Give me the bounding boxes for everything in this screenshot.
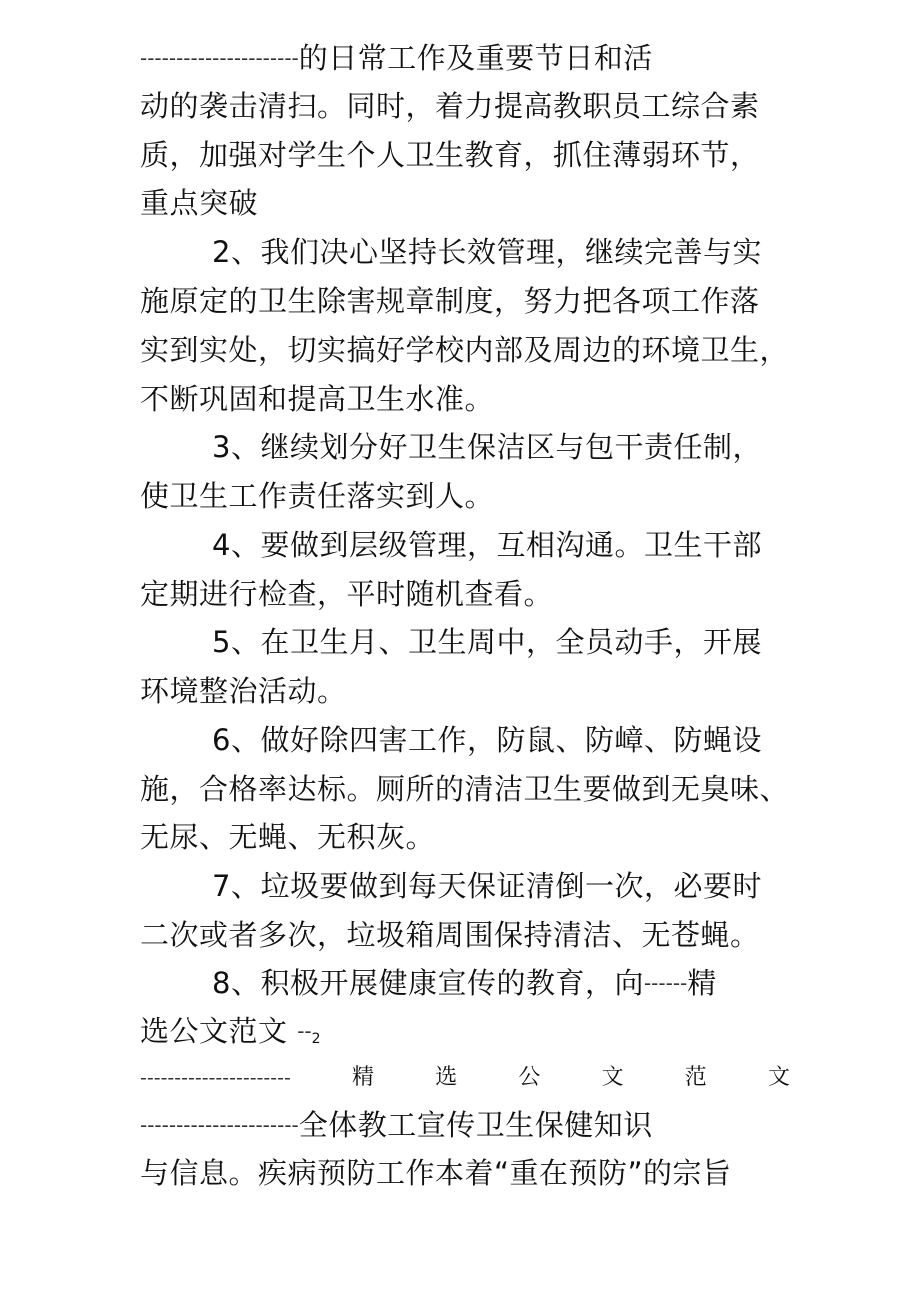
paragraph-3-start — [212, 429, 810, 465]
paragraph-8-start — [212, 965, 810, 1001]
line-text: 全体教工宣传卫生保健知识 — [298, 1108, 653, 1142]
header-char: 公 — [518, 1065, 541, 1090]
line-text: 4、要做到层级管理，互相沟通。卫生干部 — [212, 528, 762, 562]
text-line-16 — [140, 771, 810, 807]
header-dash-leader: ---------------------- — [140, 1067, 291, 1089]
header-char: 选 — [435, 1065, 458, 1090]
line-text: 2、我们决心坚持长效管理，继续完善与实 — [212, 235, 762, 269]
line-text: 实到实处，切实搞好学校内部及周边的环境卫生， — [140, 333, 790, 367]
page-number: 2 — [311, 1031, 322, 1047]
line-text: 3、继续划分好卫生保洁区与包干责任制， — [212, 430, 762, 464]
header-char: 范 — [684, 1065, 707, 1090]
paragraph-2-start — [212, 234, 810, 270]
line-text: 重点突破 — [140, 186, 259, 220]
line-text: 二次或者多次，垃圾箱周围保持清洁、无苍蝇。 — [140, 918, 760, 952]
text-line-22 — [140, 1107, 810, 1143]
text-line-12 — [140, 576, 810, 612]
dash-leader: ---------------------- — [140, 46, 299, 70]
line-text: 7、垃圾要做到每天保证清倒一次，必要时 — [212, 869, 762, 903]
line-text: 施原定的卫生除害规章制度，努力把各项工作落 — [140, 284, 760, 318]
dash-leader: ------ — [643, 971, 688, 995]
paragraph-5-start — [212, 624, 810, 660]
text-line-8 — [140, 381, 810, 417]
text-line-14 — [140, 673, 810, 709]
line-text: 施，合格率达标。厕所的清洁卫生要做到无臭味、 — [140, 772, 790, 806]
text-line-17 — [140, 819, 810, 855]
text-line-10 — [140, 478, 810, 514]
line-text: 定期进行检查，平时随机查看。 — [140, 577, 554, 611]
paragraph-6-start — [212, 722, 810, 758]
header-char: 文 — [601, 1065, 624, 1090]
text-line-1 — [140, 40, 810, 76]
paragraph-4-start — [212, 527, 810, 563]
page-header — [140, 1063, 790, 1093]
text-line-4 — [140, 185, 810, 221]
line-text: 与信息。疾病预防工作本着“重在预防”的宗旨 — [140, 1156, 732, 1190]
dash-leader: ---------------------- — [140, 1113, 299, 1137]
dash-leader: -- — [297, 1019, 312, 1043]
line-text: 8、积极开展健康宣传的教育，向 — [212, 966, 644, 1000]
text-line-3 — [140, 137, 810, 173]
text-line-2 — [140, 88, 810, 124]
text-line-21 — [140, 1013, 810, 1057]
header-char: 文 — [767, 1065, 790, 1090]
header-char: 精 — [352, 1065, 375, 1090]
line-text: 5、在卫生月、卫生周中，全员动手，开展 — [212, 625, 762, 659]
text-line-6 — [140, 283, 810, 319]
line-text: 不断巩固和提高卫生水准。 — [140, 382, 495, 416]
line-tail: 精 — [687, 966, 717, 1000]
paragraph-7-start — [212, 868, 810, 904]
text-line-19 — [140, 917, 810, 953]
line-text: 质，加强对学生个人卫生教育，抓住薄弱环节， — [140, 138, 760, 172]
line-text: 使卫生工作责任落实到人。 — [140, 479, 495, 513]
text-line-7 — [140, 332, 810, 368]
line-text: 选公文范文 — [140, 1014, 298, 1048]
line-text: 环境整治活动。 — [140, 674, 347, 708]
text-line-23 — [140, 1155, 810, 1191]
line-text: 动的袭击清扫。同时，着力提高教职员工综合素 — [140, 89, 760, 123]
line-text: 6、做好除四害工作，防鼠、防嶂、防蝇设 — [212, 723, 762, 757]
line-text: 无尿、无蝇、无积灰。 — [140, 820, 436, 854]
line-text: 的日常工作及重要节日和活 — [298, 41, 653, 75]
